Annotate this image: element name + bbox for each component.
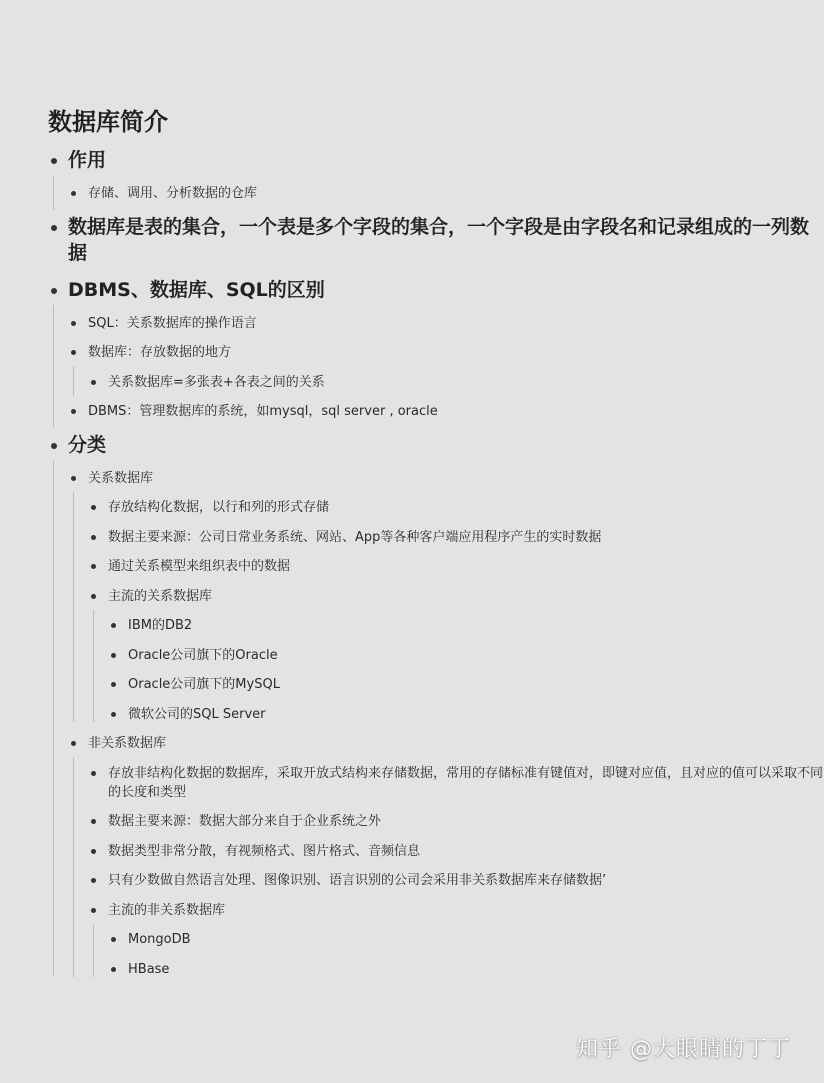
list-item: MongoDB	[128, 932, 191, 947]
bullet-dot	[91, 505, 96, 510]
bullet-dot	[91, 380, 96, 385]
list-item: 数据类型非常分散，有视频格式、图片格式、音频信息	[108, 844, 421, 859]
bullet-dot	[91, 849, 96, 854]
indent-guide	[73, 492, 74, 722]
list-item: HBase	[128, 962, 170, 977]
bullet-dot	[111, 937, 116, 942]
bullet-dot	[111, 682, 116, 687]
bullet-dot	[71, 476, 76, 481]
bullet-dot	[91, 878, 96, 883]
bullet-dot	[111, 967, 116, 972]
list-item: 存放非结构化数据的数据库，采取开放式结构来存储数据，常用的存储标准有键值对，即键对应值，且对应的值可以采取不同	[108, 766, 824, 781]
bullet-dot	[111, 712, 116, 717]
bullet-dot	[71, 409, 76, 414]
indent-guide	[93, 924, 94, 977]
bullet-dot	[51, 158, 57, 164]
indent-guide	[93, 610, 94, 722]
section-heading-definition-cont: 据	[68, 242, 88, 264]
watermark: 知乎 @大眼睛的丁丁	[576, 1037, 791, 1062]
bullet-dot	[91, 908, 96, 913]
list-item: Oracle公司旗下的Oracle	[128, 648, 278, 663]
list-item: 数据主要来源：数据大部分来自于企业系统之外	[108, 814, 382, 829]
indent-guide	[53, 176, 54, 210]
list-item: 数据库：存放数据的地方	[88, 345, 232, 360]
bullet-dot	[111, 623, 116, 628]
bullet-dot	[51, 225, 57, 231]
list-item-cont: 的长度和类型	[108, 785, 187, 800]
bullet-dot	[91, 594, 96, 599]
section-heading-definition: 数据库是表的集合，一个表是多个字段的集合，一个字段是由字段名和记录组成的一列数	[68, 216, 810, 238]
page-title: 数据库简介	[48, 108, 168, 136]
bullet-dot	[51, 443, 57, 449]
bullet-dot	[51, 288, 57, 294]
indent-guide	[53, 305, 54, 427]
list-item: 关系数据库=多张表+各表之间的关系	[108, 375, 325, 390]
indent-guide	[73, 366, 74, 396]
bullet-dot	[71, 191, 76, 196]
bullet-dot	[91, 564, 96, 569]
list-item: 数据主要来源：公司日常业务系统、网站、App等各种客户端应用程序产生的实时数据	[108, 530, 602, 545]
list-item: 主流的关系数据库	[108, 589, 213, 604]
bullet-dot	[111, 653, 116, 658]
bullet-dot	[91, 771, 96, 776]
section-heading-purpose: 作用	[68, 149, 107, 171]
list-item: 微软公司的SQL Server	[128, 707, 266, 722]
bullet-dot	[91, 819, 96, 824]
bullet-dot	[71, 321, 76, 326]
bullet-dot	[71, 741, 76, 746]
list-item: 存放结构化数据，以行和列的形式存储	[108, 500, 330, 515]
list-item: DBMS：管理数据库的系统，如mysql，sql server , oracle	[88, 404, 438, 419]
indent-guide	[53, 460, 54, 976]
list-item: 主流的非关系数据库	[108, 903, 226, 918]
list-item: 只有少数做自然语言处理、图像识别、语言识别的公司会采用非关系数据库来存储数据’	[108, 873, 607, 888]
list-item-nonrelational: 非关系数据库	[88, 736, 167, 751]
section-heading-classification: 分类	[68, 434, 107, 456]
section-heading-differences: DBMS、数据库、SQL的区别	[68, 279, 325, 301]
list-item: 存储、调用、分析数据的仓库	[88, 186, 258, 201]
list-item-relational: 关系数据库	[88, 471, 154, 486]
indent-guide	[73, 757, 74, 977]
list-item: IBM的DB2	[128, 618, 193, 633]
bullet-dot	[71, 350, 76, 355]
list-item: 通过关系模型来组织表中的数据	[108, 559, 291, 574]
bullet-dot	[91, 535, 96, 540]
list-item: Oracle公司旗下的MySQL	[128, 677, 280, 692]
list-item: SQL：关系数据库的操作语言	[88, 316, 257, 331]
